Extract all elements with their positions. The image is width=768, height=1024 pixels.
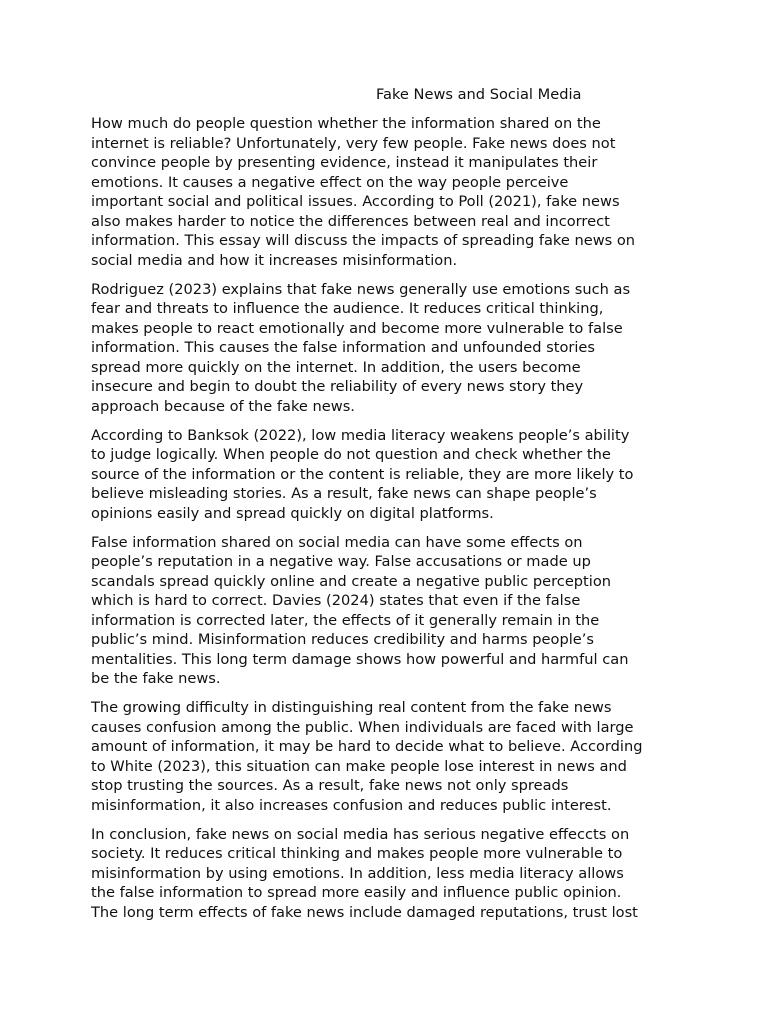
text-line: amount of information, it may be hard to decide what to believe. According: [91, 738, 643, 755]
text-line: fear and threats to influence the audience. It reduces critical thinking,: [91, 300, 604, 317]
text-line: causes confusion among the public. When individuals are faced with large: [91, 718, 634, 736]
text-line: The long term effects of fake news include damaged reputations, trust lost: [91, 903, 638, 921]
text-line: misinformation by using emotions. In addition, less media literacy allows: [91, 864, 624, 882]
paragraph-6: [91, 825, 691, 923]
text-line: scandals spread quickly online and create a negative public perception: [91, 572, 612, 590]
text-line: internet is reliable? Unfortunately, very few people. Fake news does not: [91, 134, 616, 152]
text-line: the false information to spread more easily and influence public opinion.: [91, 884, 622, 901]
document-body: [91, 114, 691, 932]
text-line: approach because of the fake news.: [91, 397, 355, 415]
text-line: source of the information or the content is reliable, they are more likely to: [91, 465, 634, 483]
text-line: information. This essay will discuss the impacts of spreading fake news on: [91, 232, 636, 249]
document-title: Fake News and Social Media: [376, 86, 582, 103]
text-line: which is hard to correct. Davies (2024) states that even if the false: [91, 592, 581, 609]
text-line: opinions easily and spread quickly on digital platforms.: [91, 504, 494, 522]
text-line: spread more quickly on the internet. In addition, the users become: [91, 358, 581, 376]
text-line: insecure and begin to doubt the reliability of every news story they: [91, 378, 584, 395]
text-line: important social and political issues. According to Poll (2021), fake news: [91, 193, 620, 210]
paragraph-4: [91, 533, 691, 689]
text-line: to White (2023), this situation can make people lose interest in news and: [91, 757, 627, 775]
text-line: society. It reduces critical thinking and makes people more vulnerable to: [91, 845, 623, 862]
text-line: public’s mind. Misinformation reduces credibility and harms people’s: [91, 631, 595, 648]
text-line: mentalities. This long term damage shows how powerful and harmful can: [91, 650, 629, 668]
text-line: In conclusion, fake news on social media has serious negative effeccts on: [91, 825, 630, 843]
text-line: also makes harder to notice the differences between real and incorrect: [91, 212, 610, 230]
text-line: emotions. It causes a negative effect on the way people perceive: [91, 173, 569, 191]
text-line: According to Banksok (2022), low media literacy weakens people’s ability: [91, 426, 630, 444]
text-line: stop trusting the sources. As a result, fake news not only spreads: [91, 777, 569, 794]
text-line: Rodriguez (2023) explains that fake news generally use emotions such as: [91, 280, 631, 298]
text-line: be the fake news.: [91, 670, 221, 687]
text-line: social media and how it increases misinformation.: [91, 251, 458, 269]
text-line: believe misleading stories. As a result, fake news can shape people’s: [91, 485, 597, 502]
paragraph-1: [91, 114, 691, 270]
text-line: information is corrected later, the effects of it generally remain in the: [91, 611, 600, 629]
text-line: information. This causes the false information and unfounded stories: [91, 339, 596, 356]
text-line: False information shared on social media can have some effects on: [91, 533, 583, 551]
paragraph-2: [91, 280, 691, 417]
text-line: misinformation, it also increases confusion and reduces public interest.: [91, 796, 612, 814]
text-line: to judge logically. When people do not question and check whether the: [91, 446, 611, 463]
text-line: people’s reputation in a negative way. False accusations or made up: [91, 553, 591, 570]
paragraph-3: [91, 426, 691, 524]
text-line: How much do people question whether the information shared on the: [91, 115, 601, 132]
paragraph-5: [91, 698, 691, 815]
text-line: makes people to react emotionally and become more vulnerable to false: [91, 319, 623, 337]
text-line: convince people by presenting evidence, instead it manipulates their: [91, 154, 598, 171]
text-line: The growing difficulty in distinguishing real content from the fake news: [91, 699, 612, 716]
